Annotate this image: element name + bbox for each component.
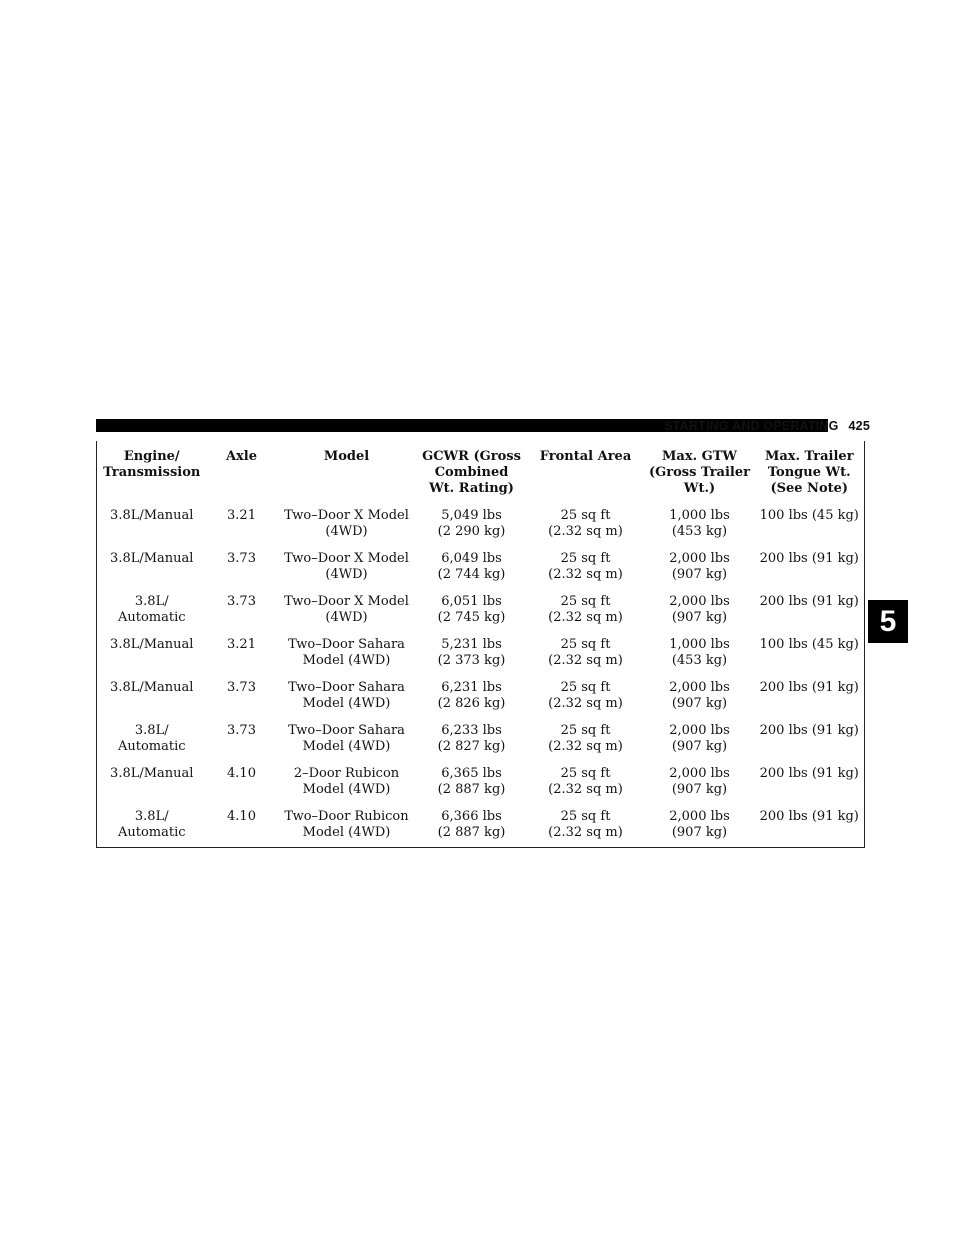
table-cell: [207, 546, 277, 589]
table-cell-line: 5,231 lbs: [441, 637, 502, 652]
column-header-line: Max. GTW: [662, 449, 737, 464]
table-row: [97, 804, 865, 848]
table-cell-line: (2.32 sq m): [548, 782, 623, 797]
table-cell-line: (2.32 sq m): [548, 696, 623, 711]
column-header-line: Engine/: [123, 449, 180, 464]
table-cell: [207, 589, 277, 632]
column-header: [207, 441, 277, 503]
table-cell: [527, 675, 645, 718]
table-cell-line: 1,000 lbs: [669, 508, 730, 523]
column-header: [527, 441, 645, 503]
table-cell-line: Two–Door Sahara: [288, 637, 405, 652]
table-cell-line: Two–Door Sahara: [288, 723, 405, 738]
table-cell: [97, 718, 207, 761]
table-cell-line: Two–Door Sahara: [288, 680, 405, 695]
table-cell-line: (2 745 kg): [437, 610, 506, 625]
table-cell-line: Automatic: [117, 825, 186, 840]
table-cell: [417, 632, 527, 675]
table-cell-line: 2,000 lbs: [669, 809, 730, 824]
table-row: [97, 761, 865, 804]
table-cell-line: 3.8L/: [134, 723, 169, 738]
column-header-line: Axle: [225, 449, 258, 464]
column-header-line: Tongue Wt.: [767, 465, 851, 480]
column-header: [755, 441, 865, 503]
table-cell: [207, 761, 277, 804]
table-cell: [277, 546, 417, 589]
table-cell: [277, 589, 417, 632]
table-cell: [277, 718, 417, 761]
table-cell-line: (453 kg): [671, 524, 728, 539]
column-header-line: Model: [323, 449, 370, 464]
table-cell: [277, 675, 417, 718]
table-cell-line: 200 lbs (91 kg): [759, 766, 859, 781]
table-cell-line: (4WD): [325, 524, 368, 539]
table-cell: [645, 675, 755, 718]
table-cell: [527, 589, 645, 632]
table-cell: [97, 546, 207, 589]
table-cell: [417, 761, 527, 804]
table-cell-line: Automatic: [117, 739, 186, 754]
table-cell: [417, 589, 527, 632]
table-cell-line: 2,000 lbs: [669, 594, 730, 609]
table-cell-line: 100 lbs (45 kg): [759, 637, 859, 652]
table-cell-line: (4WD): [325, 610, 368, 625]
table-cell: [645, 632, 755, 675]
table-cell-line: 3.8L/Manual: [110, 637, 194, 652]
table-cell: [645, 503, 755, 546]
table-cell-line: 3.8L/Manual: [110, 680, 194, 695]
table-cell: [645, 804, 755, 848]
table-cell: [527, 546, 645, 589]
table-cell: [527, 718, 645, 761]
table-cell-line: Automatic: [117, 610, 186, 625]
table-cell: [417, 546, 527, 589]
table-cell-line: (453 kg): [671, 653, 728, 668]
table-cell: [755, 546, 865, 589]
table-cell-line: 3.8L/Manual: [110, 508, 194, 523]
table-cell: [417, 675, 527, 718]
table-cell-line: 3.8L/Manual: [110, 551, 194, 566]
table-cell-line: (2.32 sq m): [548, 825, 623, 840]
table-cell: [97, 761, 207, 804]
table-cell-line: 3.73: [227, 680, 256, 695]
table-cell-line: 6,365 lbs: [441, 766, 502, 781]
table-cell-line: (4WD): [325, 567, 368, 582]
table-cell-line: 200 lbs (91 kg): [759, 809, 859, 824]
table-cell: [755, 632, 865, 675]
table-cell-line: Model (4WD): [302, 696, 391, 711]
table-row: [97, 632, 865, 675]
table-cell-line: 4.10: [227, 766, 256, 781]
table-cell-line: (2 887 kg): [437, 825, 506, 840]
table-cell-line: (2 887 kg): [437, 782, 506, 797]
table-cell: [417, 503, 527, 546]
table-cell-line: 100 lbs (45 kg): [759, 508, 859, 523]
table-cell-line: 2,000 lbs: [669, 766, 730, 781]
table-cell-line: 3.8L/Manual: [110, 766, 194, 781]
table-cell-line: (907 kg): [671, 696, 728, 711]
table-cell: [207, 804, 277, 848]
table-cell: [97, 675, 207, 718]
table-cell: [277, 632, 417, 675]
column-header-line: Wt.): [683, 481, 716, 496]
table-cell-line: 3.21: [227, 637, 256, 652]
table-cell-line: 200 lbs (91 kg): [759, 680, 859, 695]
column-header: [417, 441, 527, 503]
table-cell: [755, 503, 865, 546]
table-cell-line: 200 lbs (91 kg): [759, 723, 859, 738]
table-cell-line: 2,000 lbs: [669, 680, 730, 695]
column-header-line: Max. Trailer: [764, 449, 854, 464]
table-cell: [527, 761, 645, 804]
table-cell: [277, 804, 417, 848]
table-cell-line: 6,049 lbs: [441, 551, 502, 566]
table-cell-line: 3.21: [227, 508, 256, 523]
column-header-line: (Gross Trailer: [649, 465, 750, 480]
table-cell: [97, 589, 207, 632]
table-cell-line: Model (4WD): [302, 825, 391, 840]
table-cell-line: 1,000 lbs: [669, 637, 730, 652]
table-row: [97, 675, 865, 718]
table-cell: [527, 804, 645, 848]
table-cell-line: (2 373 kg): [437, 653, 506, 668]
table-cell: [277, 503, 417, 546]
table-cell: [277, 761, 417, 804]
towing-spec-table: [96, 441, 865, 848]
column-header: [277, 441, 417, 503]
column-header: [645, 441, 755, 503]
column-header-line: Frontal Area: [539, 449, 632, 464]
table-cell-line: 25 sq ft: [560, 809, 611, 824]
table-row: [97, 503, 865, 546]
table-cell-line: 25 sq ft: [560, 551, 611, 566]
column-header-line: Transmission: [103, 465, 201, 480]
table-cell-line: Model (4WD): [302, 739, 391, 754]
column-header-line: Combined: [434, 465, 509, 480]
table-cell-line: (907 kg): [671, 610, 728, 625]
table-cell: [755, 761, 865, 804]
table-cell: [755, 675, 865, 718]
table-cell: [755, 804, 865, 848]
table-cell: [417, 718, 527, 761]
table-cell-line: (2 290 kg): [437, 524, 506, 539]
table-cell-line: 6,233 lbs: [441, 723, 502, 738]
table-cell-line: 3.8L/: [134, 594, 169, 609]
table-cell-line: 25 sq ft: [560, 723, 611, 738]
table-cell: [645, 718, 755, 761]
table-cell-line: 25 sq ft: [560, 637, 611, 652]
table-cell-line: 3.73: [227, 723, 256, 738]
table-cell-line: (2.32 sq m): [548, 653, 623, 668]
table-cell-line: 25 sq ft: [560, 508, 611, 523]
table-cell: [527, 632, 645, 675]
table-cell-line: 200 lbs (91 kg): [759, 551, 859, 566]
running-head: [640, 418, 870, 434]
table-cell-line: 3.73: [227, 551, 256, 566]
page-number: 425: [848, 419, 870, 433]
table-cell: [97, 503, 207, 546]
table-cell-line: (907 kg): [671, 567, 728, 582]
table-cell-line: 3.73: [227, 594, 256, 609]
table-cell-line: 2,000 lbs: [669, 723, 730, 738]
table-cell-line: 25 sq ft: [560, 766, 611, 781]
table-cell-line: 5,049 lbs: [441, 508, 502, 523]
table-cell: [645, 546, 755, 589]
table-cell-line: 3.8L/: [134, 809, 169, 824]
column-header: [97, 441, 207, 503]
table-cell-line: Model (4WD): [302, 653, 391, 668]
table-row: [97, 718, 865, 761]
table-cell-line: 2–Door Rubicon: [293, 766, 400, 781]
table-row: [97, 546, 865, 589]
table-cell-line: (2.32 sq m): [548, 567, 623, 582]
table-cell: [417, 804, 527, 848]
table-cell-line: 25 sq ft: [560, 594, 611, 609]
table-cell-line: 25 sq ft: [560, 680, 611, 695]
table-cell-line: 6,051 lbs: [441, 594, 502, 609]
table-row: [97, 589, 865, 632]
table-header-row: [97, 441, 865, 503]
table-cell-line: Two–Door X Model: [284, 508, 409, 523]
table-cell-line: 200 lbs (91 kg): [759, 594, 859, 609]
table-cell: [97, 804, 207, 848]
table-cell-line: 6,366 lbs: [441, 809, 502, 824]
table-cell-line: 4.10: [227, 809, 256, 824]
section-title: STARTING AND OPERATING: [664, 419, 839, 433]
chapter-tab: 5: [868, 600, 908, 643]
table-cell-line: 6,231 lbs: [441, 680, 502, 695]
table-cell-line: (2.32 sq m): [548, 739, 623, 754]
table-body: [97, 503, 865, 848]
table-cell-line: 2,000 lbs: [669, 551, 730, 566]
table-cell-line: (2 827 kg): [437, 739, 506, 754]
table-cell-line: Two–Door X Model: [284, 594, 409, 609]
table-cell-line: (907 kg): [671, 739, 728, 754]
table-cell-line: Model (4WD): [302, 782, 391, 797]
table-cell-line: (2 826 kg): [437, 696, 506, 711]
table-cell-line: Two–Door X Model: [284, 551, 409, 566]
table-cell-line: (907 kg): [671, 825, 728, 840]
table-cell-line: (2 744 kg): [437, 567, 506, 582]
table-cell: [207, 503, 277, 546]
table-cell: [207, 718, 277, 761]
table-cell: [207, 632, 277, 675]
table-cell: [97, 632, 207, 675]
column-header-line: GCWR (Gross: [422, 449, 521, 464]
table-cell: [755, 589, 865, 632]
table-cell-line: (2.32 sq m): [548, 524, 623, 539]
table-cell: [645, 589, 755, 632]
table-cell-line: (2.32 sq m): [548, 610, 623, 625]
table-cell: [527, 503, 645, 546]
column-header-line: (See Note): [770, 481, 849, 496]
table-cell: [207, 675, 277, 718]
column-header-line: Wt. Rating): [429, 481, 514, 496]
table-cell-line: (907 kg): [671, 782, 728, 797]
table-cell: [755, 718, 865, 761]
table-cell-line: Two–Door Rubicon: [284, 809, 409, 824]
table-cell: [645, 761, 755, 804]
